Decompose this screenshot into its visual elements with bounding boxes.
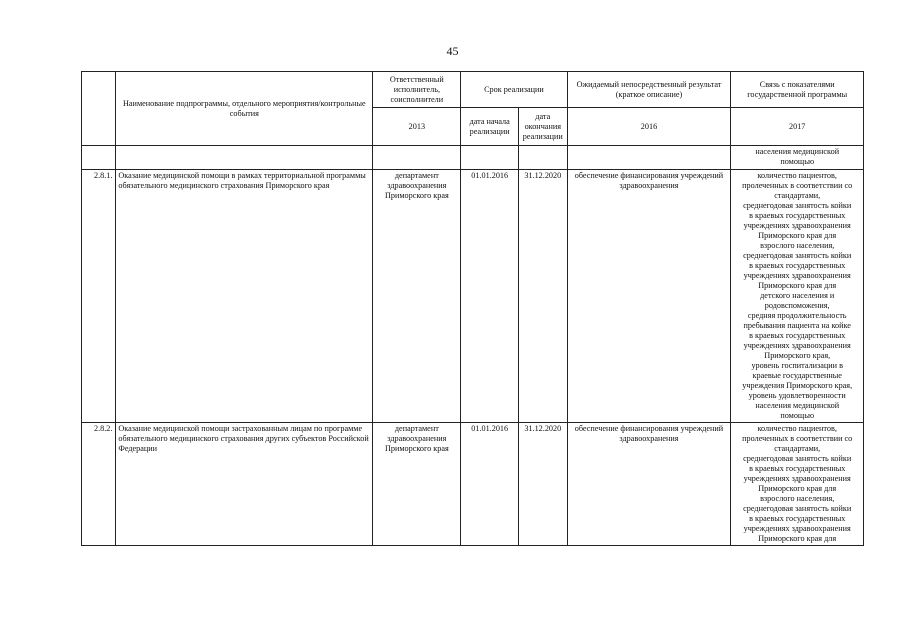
row-number: 2.8.2. [82,423,116,546]
cont-link-line: помощью [780,157,815,166]
link-line: детского населения и [760,291,835,300]
row-link [731,423,864,546]
row-link [731,170,864,423]
row-name: Оказание медицинской помощи в рамках территориальной программы обязательного медицинского страхования Приморского края [116,170,373,423]
cont-result [567,146,731,170]
link-line: в краевых государственных [749,514,846,523]
link-line: Приморского края для [758,231,837,240]
program-table [81,71,864,546]
link-line: в краевых государственных [749,464,846,473]
link-line: средняя продолжительность [747,311,847,320]
row-responsible: департамент здравоохранения Приморского края [373,170,461,423]
link-line: взрослого населения, [760,241,835,250]
link-line: уровень удовлетворенности [748,391,846,400]
header-name: Наименование подпрограммы, отдельного мероприятия/контрольные события [116,72,373,146]
link-line: количество пациентов, [757,424,837,433]
cont-start [461,146,519,170]
link-line: среднегодовая занятость койки [743,454,852,463]
page-number: 45 [446,44,459,58]
link-line: Приморского края для [758,281,837,290]
link-line: стандартами, [774,444,821,453]
row-end: 31.12.2020 [519,423,568,546]
link-line: учреждениях здравоохранения [743,221,851,230]
link-line: Приморского края, [764,351,831,360]
cont-name [116,146,373,170]
link-line: стандартами, [774,191,821,200]
header-number [82,72,116,146]
header-link: Связь с показателями государственной программы [731,72,864,108]
link-line: уровень госпитализации в [751,361,843,370]
cont-end [519,146,568,170]
subheader-end: дата окончания реализации [519,108,568,146]
link-line: учреждениях здравоохранения [743,474,851,483]
link-line: количество пациентов, [757,171,837,180]
cont-num [82,146,116,170]
row-result: обеспечение финансирования учреждений здравоохранения [567,423,731,546]
link-line: населения медицинской [755,401,840,410]
subheader-result: 2016 [567,108,731,146]
link-line: учреждения Приморского края, [742,381,853,390]
link-line: среднегодовая занятость койки [743,504,852,513]
link-line: пролеченных в соответствии со [742,181,853,190]
table-row [82,170,864,423]
link-line: Приморского края для [758,534,837,543]
link-line: среднегодовая занятость койки [743,201,852,210]
table-row [82,423,864,546]
cont-link [731,146,864,170]
header-responsible: Ответственный исполнитель, соисполнители [373,72,461,108]
link-line: Приморского края для [758,484,837,493]
subheader-start: дата начала реализации [461,108,519,146]
row-end: 31.12.2020 [519,170,568,423]
link-line: пролеченных в соответствии со [742,434,853,443]
header-period: Срок реализации [461,72,567,108]
link-line: родовспоможения, [764,301,830,310]
link-line: среднегодовая занятость койки [743,251,852,260]
link-line: учреждениях здравоохранения [743,524,851,533]
row-result: обеспечение финансирования учреждений здравоохранения [567,170,731,423]
subheader-responsible: 2013 [373,108,461,146]
header-result: Ожидаемый непосредственный результат (краткое описание) [567,72,731,108]
link-line: учреждениях здравоохранения [743,271,851,280]
link-line: в краевых государственных [749,261,846,270]
row-start: 01.01.2016 [461,170,519,423]
subheader-link: 2017 [731,108,864,146]
link-line: краевые государственные [752,371,842,380]
row-responsible: департамент здравоохранения Приморского края [373,423,461,546]
row-start: 01.01.2016 [461,423,519,546]
link-line: в краевых государственных [749,331,846,340]
row-name: Оказание медицинской помощи застрахованным лицам по программе обязательного медицинского страхования других субъектов Российской Федерации [116,423,373,546]
link-line: помощью [780,411,815,420]
link-line: пребывания пациента на койке [743,321,851,330]
link-line: учреждениях здравоохранения [743,341,851,350]
table-row-continuation [82,146,864,170]
link-line: в краевых государственных [749,211,846,220]
cont-link-line: населения медицинской [755,147,840,156]
row-number: 2.8.1. [82,170,116,423]
cont-responsible [373,146,461,170]
link-line: взрослого населения, [760,494,835,503]
